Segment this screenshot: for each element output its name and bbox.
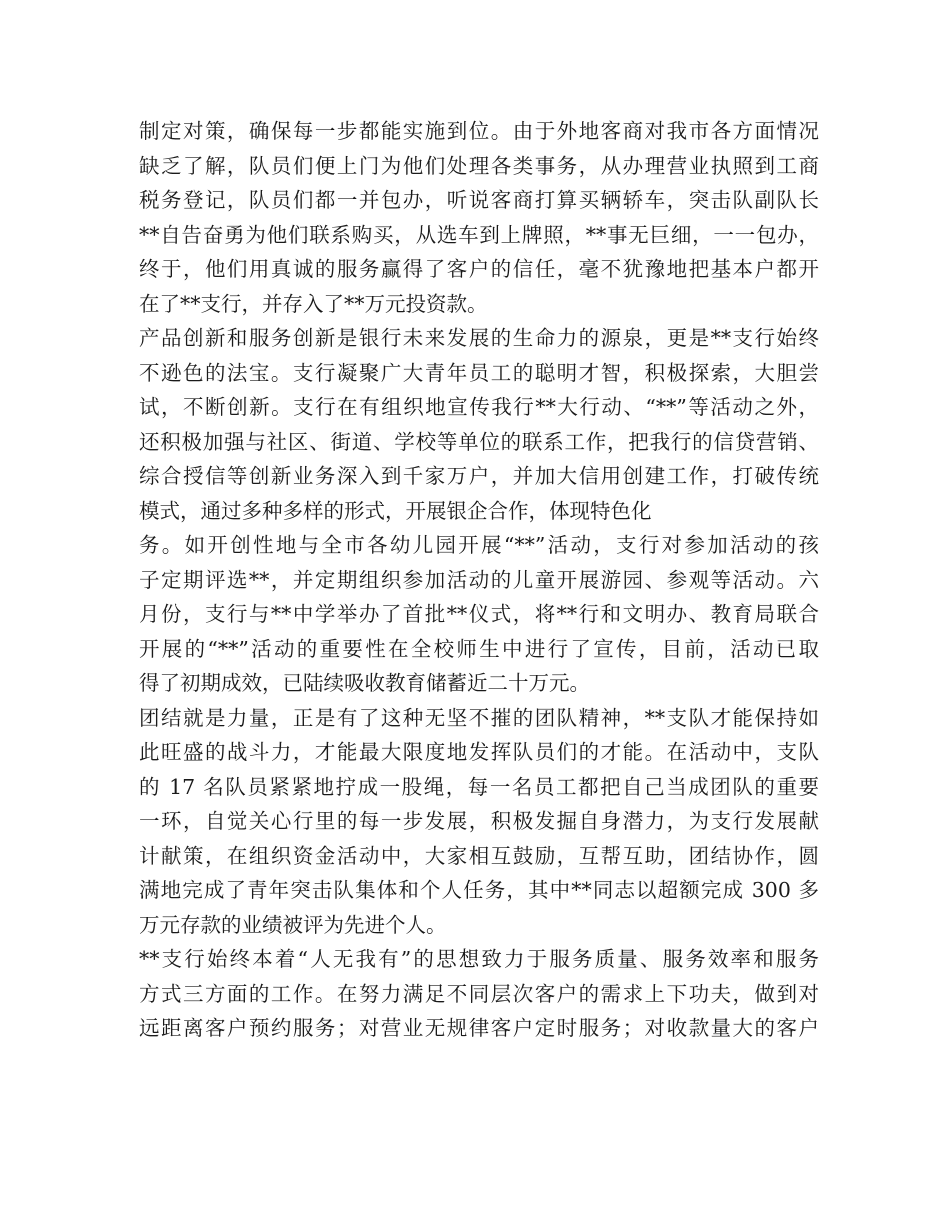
text-line: 综合授信等创新业务深入到千家万户，并加大信用创建工作，打破传统 (139, 464, 819, 488)
text-line: 缺乏了解，队员们便上门为他们处理各类事务，从办理营业执照到工商 (139, 153, 819, 178)
text-line: 税务登记，队员们都一并包办，听说客商打算买辆轿车，突击队副队长 (139, 188, 819, 212)
text-line: 此旺盛的战斗力，才能最大限度地发挥队员们的才能。在活动中，支队 (139, 740, 819, 764)
text-line: 制定对策，确保每一步都能实施到位。由于外地客商对我市各方面情况 (139, 119, 819, 143)
text-line: 模式，通过多种多样的形式，开展银企合作，体现特色化 (139, 498, 652, 523)
body-text (139, 114, 819, 1046)
text-line: 务。如开创性地与全市各幼儿园开展“**”活动，支行对参加活动的孩 (139, 533, 819, 557)
text-line: 终于，他们用真诚的服务赢得了客户的信任，毫不犹豫地把基本户都开 (139, 257, 819, 281)
text-line: 在了**支行，并存入了**万元投资款。 (139, 291, 488, 316)
text-line: 方式三方面的工作。在努力满足不同层次客户的需求上下功夫，做到对 (139, 981, 819, 1006)
text-line: 不逊色的法宝。支行凝聚广大青年员工的聪明才智，积极探索，大胆尝 (139, 360, 819, 385)
text-line: 产品创新和服务创新是银行未来发展的生命力的源泉，更是**支行始终 (139, 326, 819, 350)
text-line: 开展的“**”活动的重要性在全校师生中进行了宣传，目前，活动已取 (139, 636, 819, 661)
text-line: 月份，支行与**中学举办了首批**仪式，将**行和文明办、教育局联合 (139, 602, 819, 626)
text-line: 一环，自觉关心行里的每一步发展，积极发掘自身潜力，为支行发展献 (139, 809, 819, 833)
text-line: 试，不断创新。支行在有组织地宣传我行**大行动、“**”等活动之外， (139, 395, 819, 419)
text-line: 还积极加强与社区、街道、学校等单位的联系工作，把我行的信贷营销、 (139, 429, 819, 454)
text-line: 团结就是力量，正是有了这种无坚不摧的团队精神，**支队才能保持如 (139, 705, 819, 730)
text-line: 满地完成了青年突击队集体和个人任务，其中**同志以超额完成 300 多 (139, 878, 819, 902)
text-line: 的 17 名队员紧紧地拧成一股绳，每一名员工都把自己当成团队的重要 (139, 774, 819, 799)
text-line: **支行始终本着“人无我有”的思想致力于服务质量、服务效率和服务 (139, 947, 819, 971)
text-line: **自告奋勇为他们联系购买，从选车到上牌照，**事无巨细，一一包办， (139, 222, 819, 247)
text-line: 计献策，在组织资金活动中，大家相互鼓励，互帮互助，团结协作，圆 (139, 843, 819, 868)
text-line: 得了初期成效，已陆续吸收教育储蓄近二十万元。 (139, 671, 590, 695)
text-line: 远距离客户预约服务；对营业无规律客户定时服务；对收款量大的客户 (139, 1016, 819, 1040)
text-line: 子定期评选**，并定期组织参加活动的儿童开展游园、参观等活动。六 (139, 567, 819, 592)
text-line: 万元存款的业绩被评为先进个人。 (139, 912, 447, 937)
